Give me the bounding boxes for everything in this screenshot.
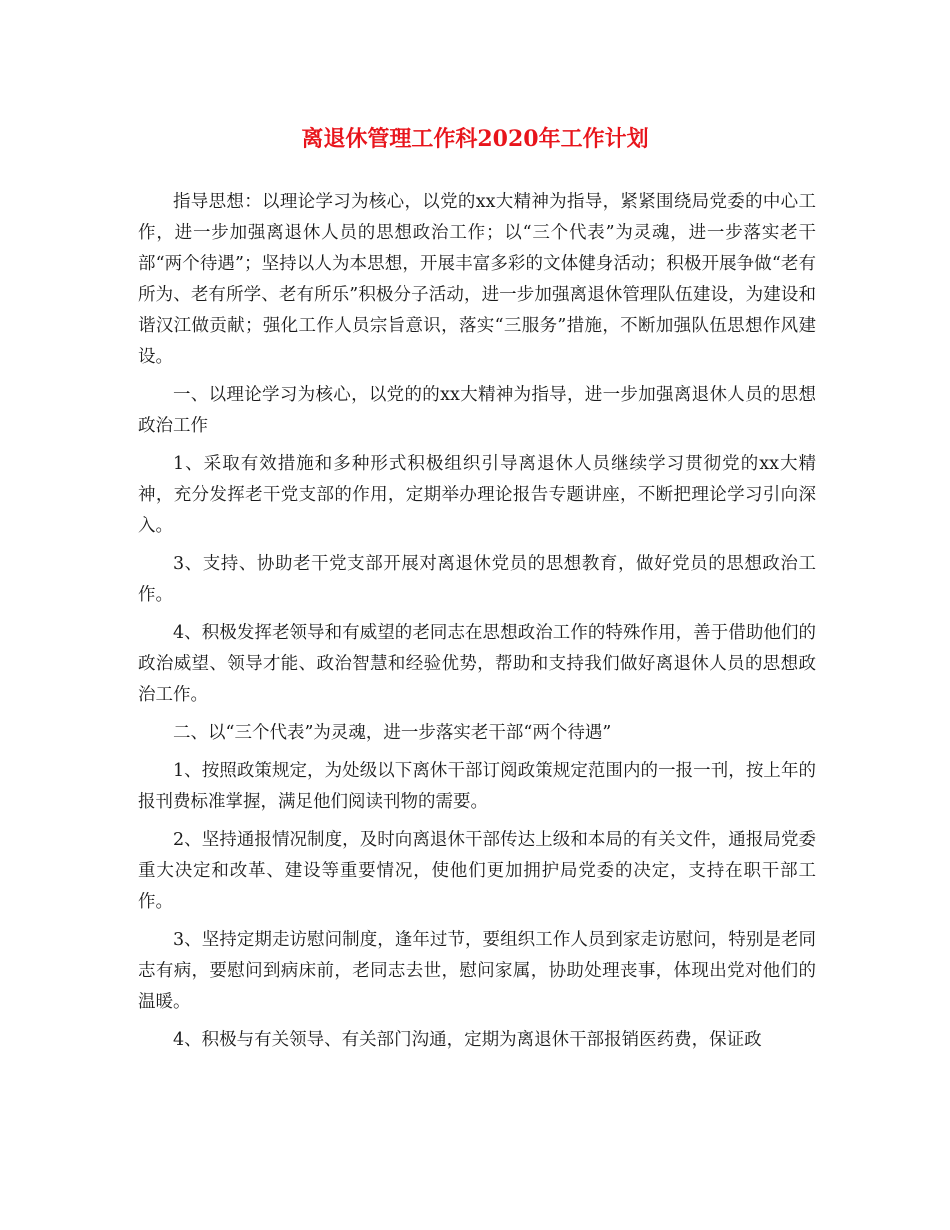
document-body — [138, 187, 816, 1063]
paragraph-item: 4、积极与有关领导、有关部门沟通，定期为离退休干部报销医药费，保证政 — [173, 1030, 762, 1050]
paragraph-item: 4、积极发挥老领导和有威望的老同志在思想政治工作的特殊作用，善于借助他们的政治威望、领导才能、政治智慧和经验优势，帮助和支持我们做好离退休人员的思想政治工作。 — [138, 623, 816, 705]
document-title: 离退休管理工作科2020年工作计划 — [301, 126, 649, 152]
paragraph-item: 1、按照政策规定，为处级以下离休干部订阅政策规定范围内的一报一刊，按上年的报刊费标准掌握，满足他们阅读刊物的需要。 — [138, 761, 816, 812]
paragraph-item: 2、坚持通报情况制度，及时向离退休干部传达上级和本局的有关文件，通报局党委重大决定和改革、建设等重要情况，使他们更加拥护局党委的决定，支持在职干部工作。 — [138, 830, 816, 912]
paragraph-item: 3、支持、协助老干党支部开展对离退休党员的思想教育，做好党员的思想政治工作。 — [138, 554, 816, 605]
paragraph-item: 1、采取有效措施和多种形式积极组织引导离退休人员继续学习贯彻党的xx大精神，充分发挥老干党支部的作用，定期举办理论报告专题讲座，不断把理论学习引向深入。 — [138, 454, 816, 536]
section-heading-1: 一、以理论学习为核心，以党的的xx大精神为指导，进一步加强离退休人员的思想政治工作 — [138, 385, 816, 436]
paragraph-guiding-thought: 指导思想：以理论学习为核心，以党的xx大精神为指导，紧紧围绕局党委的中心工作，进一步加强离退休人员的思想政治工作；以“三个代表”为灵魂，进一步落实老干部“两个待遇”；坚持以人为本思想，开展丰富多彩的文体健身活动；积极开展争做“老有所为、老有所学、老有所乐”积极分子活动，进一步加强离退休管理队伍建设，为建设和谐汉江做贡献；强化工作人员宗旨意识，落实“三服务”措施，不断加强队伍思想作风建设。 — [138, 192, 816, 367]
paragraph-item: 3、坚持定期走访慰问制度，逢年过节，要组织工作人员到家走访慰问，特别是老同志有病，要慰问到病床前，老同志去世，慰问家属，协助处理丧事，体现出党对他们的温暖。 — [138, 930, 816, 1012]
section-heading-2: 二、以“三个代表”为灵魂，进一步落实老干部“两个待遇” — [173, 723, 612, 743]
